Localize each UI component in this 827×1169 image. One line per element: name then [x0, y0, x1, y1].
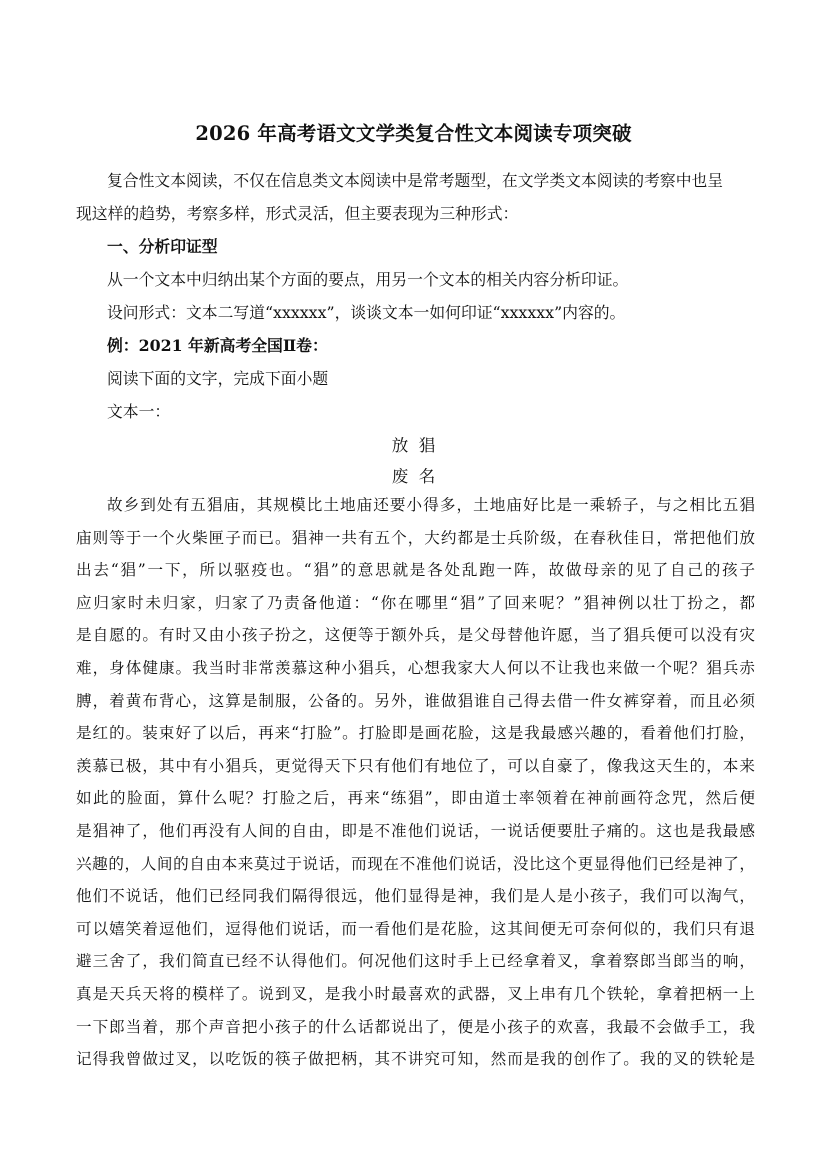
essay-line: 真是天兵天将的模样了。说到叉，是我小时最喜欢的武器，叉上串有几个铁轮，拿着把柄一上 — [76, 985, 755, 1003]
section-heading: 一、分析印证型 — [107, 237, 218, 256]
essay-line: 庙则等于一个火柴匣子而已。猖神一共有五个，大约都是士兵阶级，在春秋佳日，常把他们放 — [76, 528, 755, 547]
essay-line: 故乡到处有五猖庙，其规模比土地庙还要小得多，土地庙好比是一乘轿子，与之相比五猖 — [107, 496, 755, 514]
essay-line: 难，身体健康。我当时非常羡慕这种小猖兵，心想我家大人何以不让我也来做一个呢？猖兵赤 — [76, 659, 755, 677]
essay-line: 应归家时未归家，归家了乃责备他道：“你在哪里“猖”了回来呢？”猖神例以壮丁扮之，都 — [76, 593, 755, 612]
essay-line: 膊，着黄布背心，这算是制服，公备的。另外，谁做猖谁自己得去借一件女裤穿着，而且必须 — [76, 691, 755, 710]
example-heading: 例：2021 年新高考全国Ⅱ卷： — [107, 336, 328, 355]
essay-line: 是猖神了，他们再没有人间的自由，即是不准他们说话，一说话便要肚子痛的。这也是我最感 — [76, 822, 755, 840]
essay-line: 如此的脸面，算什么呢？打脸之后，再来“练猖”，即由道士率领着在神前画符念咒，然后便 — [76, 789, 755, 808]
question-form: 设问形式：文本二写道“xxxxxx”，谈谈文本一如何印证“xxxxxx”内容的。 — [107, 303, 626, 322]
document-title: 2026 年高考语文文学类复合性文本阅读专项突破 — [195, 122, 632, 145]
intro-line-1: 复合性文本阅读，不仅在信息类文本阅读中是常考题型，在文学类文本阅读的考察中也呈 — [107, 171, 724, 190]
essay-line: 避三舍了，我们简直已经不认得他们。何况他们这时手上已经拿着叉，拿着察郎当郎当的响， — [76, 952, 755, 971]
reading-instruction: 阅读下面的文字，完成下面小题 — [107, 369, 329, 388]
intro-line-2: 现这样的趋势，考察多样，形式灵活，但主要表现为三种形式： — [76, 204, 519, 223]
essay-line: 是自愿的。有时又由小孩子扮之，这便等于额外兵，是父母替他许愿，当了猖兵便可以没有灾 — [76, 626, 755, 645]
essay-line: 一下郎当着，那个声音把小孩子的什么话都说出了，便是小孩子的欢喜，我最不会做手工，我 — [76, 1017, 755, 1036]
section-description: 从一个文本中归纳出某个方面的要点，用另一个文本的相关内容分析印证。 — [107, 270, 629, 289]
essay-line: 出去“猖”一下，所以驱疫也。“猖”的意思就是各处乱跑一阵，故做母亲的见了自己的孩子 — [76, 561, 755, 580]
essay-author: 废 名 — [391, 467, 436, 486]
essay-line: 兴趣的，人间的自由本来莫过于说话，而现在不准他们说话，没比这个更显得他们已经是神了， — [76, 854, 755, 873]
essay-line: 是红的。装束好了以后，再来“打脸”。打脸即是画花脸，这是我最感兴趣的，看着他们打脸， — [76, 724, 755, 743]
essay-title: 放 猖 — [391, 436, 436, 455]
essay-line: 可以嬉笑着逗他们，逗得他们说话，而一看他们是花脸，这其间便无可奈何似的，我们只有退 — [76, 919, 755, 938]
essay-line: 羡慕已极，其中有小猖兵，更觉得天下只有他们有地位了，可以自豪了，像我这天生的，本来 — [76, 756, 755, 775]
essay-line: 记得我曾做过叉，以吃饭的筷子做把柄，其不讲究可知，然而是我的创作了。我的叉的铁轮是 — [76, 1050, 755, 1069]
essay-line: 他们不说话，他们已经同我们隔得很远，他们显得是神，我们是人是小孩子，我们可以淘气， — [76, 887, 755, 906]
text-label: 文本一： — [107, 402, 171, 421]
